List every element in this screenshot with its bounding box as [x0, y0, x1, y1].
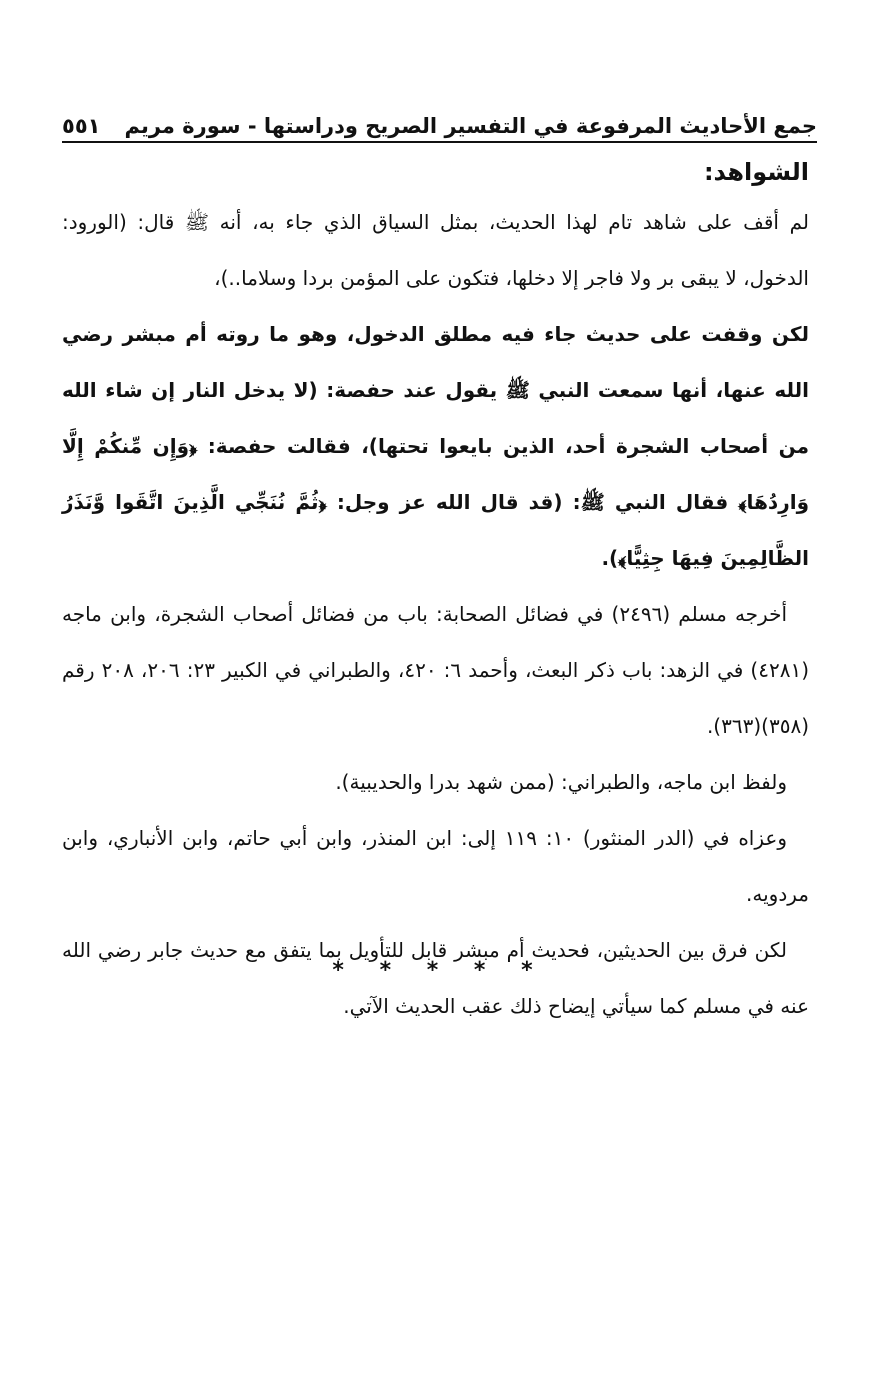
section-heading: الشواهد: [703, 158, 809, 186]
main-content [62, 150, 809, 1034]
paragraph-6: لكن فرق بين الحديثين، فحديث أم مبشر قابل للتأويل بما يتفق مع حديث جابر رضي الله عنه في مسلم كما سيأتي إيضاح ذلك عقب الحديث الآتي. [62, 938, 809, 1018]
paragraph-2: لكن وقفت على حديث جاء فيه مطلق الدخول، وهو ما روته أم مبشر رضي الله عنها، أنها سمعت النبي ﷺ يقول عند حفصة: (لا يدخل النار إن شاء الله من أصحاب الشجرة أحد، الذين بايعوا تحتها)، فقالت حفصة: ﴿وَإِن مِّنكُمْ إِلَّا وَارِدُهَا﴾ فقال النبي ﷺ: (قد قال الله عز وجل: ﴿ثُمَّ نُنَجِّي الَّذِينَ اتَّقَوا وَّنَذَرُ الظَّالِمِينَ فِيهَا جِثِيًّا﴾). [62, 322, 809, 570]
paragraph-3: أخرجه مسلم (٢٤٩٦) في فضائل الصحابة: باب من فضائل أصحاب الشجرة، وابن ماجه (٤٢٨١) في الزهد: باب ذكر البعث، وأحمد ٦: ٤٢٠، والطبراني في الكبير ٢٣: ٢٠٦، ٢٠٨ رقم (٣٥٨)(٣٦٣). [62, 602, 809, 738]
paragraph-1: لم أقف على شاهد تام لهذا الحديث، بمثل السياق الذي جاء به، أنه ﷺ قال: (الورود: الدخول، لا يبقى بر ولا فاجر إلا دخلها، فتكون على المؤمن بردا وسلاما..)، [62, 210, 809, 290]
section-divider: * * * * * [332, 958, 547, 983]
book-title: جمع الأحاديث المرفوعة في التفسير الصريح ودراستها - سورة مريم [124, 114, 817, 138]
paragraph-5: وعزاه في (الدر المنثور) ١٠: ١١٩ إلى: ابن المنذر، وابن أبي حاتم، وابن الأنباري، وابن مردويه. [62, 826, 809, 906]
page-number: ٥٥١ [62, 114, 101, 138]
running-header [62, 108, 817, 138]
paragraph-4: ولفظ ابن ماجه، والطبراني: (ممن شهد بدرا والحديبية). [335, 770, 787, 794]
header-rule [62, 141, 817, 143]
